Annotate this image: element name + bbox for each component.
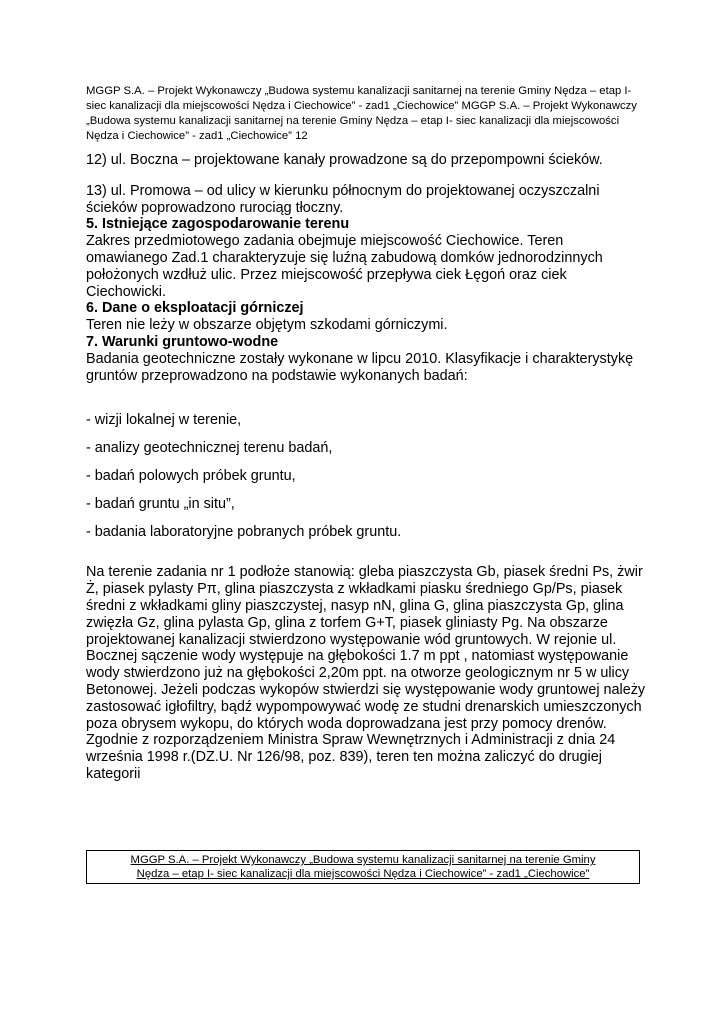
research-list [86,412,646,540]
list-item: - badania laboratoryjne pobranych próbek gruntu. [86,523,402,540]
footer-line-2: Nędza – etap I- siec kanalizacji dla miejscowości Nędza i Ciechowice” - zad1 „Ciechowice” [136,868,590,880]
section-5-body: Zakres przedmiotowego zadania obejmuje miejscowość Ciechowice. Teren omawianego Zad.1 charakteryzuje się luźną zabudową domków jednorodzinnych położonych wzdłuż ulic. Przez miejscowość przepływa ciek Łęgoń oraz ciek Ciechowicki. [86,233,603,300]
section-6-body: Teren nie leży w obszarze objętym szkodami górniczymi. [86,317,448,334]
list-item-12: 12) ul. Boczna – projektowane kanały prowadzone są do przepompowni ścieków. [86,152,603,168]
section-7-intro: Badania geotechniczne zostały wykonane w lipcu 2010. Klasyfikacje i charakterystykę gruntów przeprowadzono na podstawie wykonanych badań: [86,350,634,384]
section-7-heading: 7. Warunki gruntowo-wodne [86,333,279,350]
list-item: - badań gruntu „in situ”, [86,495,235,512]
list-item: - badań polowych próbek gruntu, [86,467,296,484]
page-content [86,84,646,783]
page-header: MGGP S.A. – Projekt Wykonawczy „Budowa systemu kanalizacji sanitarnej na terenie Gminy Nędza – etap I- siec kanalizacji dla miejscowości Nędza i Ciechowice” - zad1 „Ciechowice” MGGP S.A. – Projekt Wykonawczy „Budowa systemu kanalizacji sanitarnej na terenie Gminy Nędza – etap I- siec kanalizacji dla miejscowości Nędza i Ciechowice” - zad1 „Ciechowice” 12 [86,85,637,142]
list-item-13: 13) ul. Promowa – od ulicy w kierunku północnym do projektowanej oczyszczalni ścieków poprowadzono rurociąg tłoczny. [86,182,600,216]
section-5-heading: 5. Istniejące zagospodarowanie terenu [86,216,350,233]
page-footer [86,850,640,884]
section-7-body: Na terenie zadania nr 1 podłoże stanowią: gleba piaszczysta Gb, piasek średni Ps, żwir Ż, piasek pylasty Pπ, glina piaszczysta z wkładkami piasku średniego Gp/Ps, piasek średni z wkładkami gliny piaszczystej, nasyp nN, glina G, glina piaszczysta Gp, glina zwięzła Gz, glina pylasta Gp, glina z torfem G+T, piasek gliniasty Pg. Na obszarze projektowanej kanalizacji stwierdzono występowanie wód gruntowych. W rejonie ul. Bocznej sączenie wody występuje na głębokości 1.7 m ppt , natomiast występowanie wody stwierdzono już na głębokości 2,20m ppt. na otworze geologicznym nr 5 w ulicy Betonowej. Jeżeli podczas wykopów stwierdzi się występowanie wody gruntowej należy zastosować igłofiltry, bądź wypompowywać wodę ze studni drenarskich umieszczonych poza obrysem wykopu, do których woda doprowadzana jest przy pomocy drenów. Zgodnie z rozporządzeniem Ministra Spraw Wewnętrznych i Administracji z dnia 24 września 1998 r.(DZ.U. Nr 126/98, poz. 839), teren ten można zaliczyć do drugiej kategorii [86,564,646,782]
list-item: - analizy geotechnicznej terenu badań, [86,440,333,457]
section-6-heading: 6. Dane o eksploatacji górniczej [86,300,304,317]
list-item: - wizji lokalnej w terenie, [86,412,242,429]
footer-line-1: MGGP S.A. – Projekt Wykonawczy „Budowa systemu kanalizacji sanitarnej na terenie Gminy [130,854,596,866]
